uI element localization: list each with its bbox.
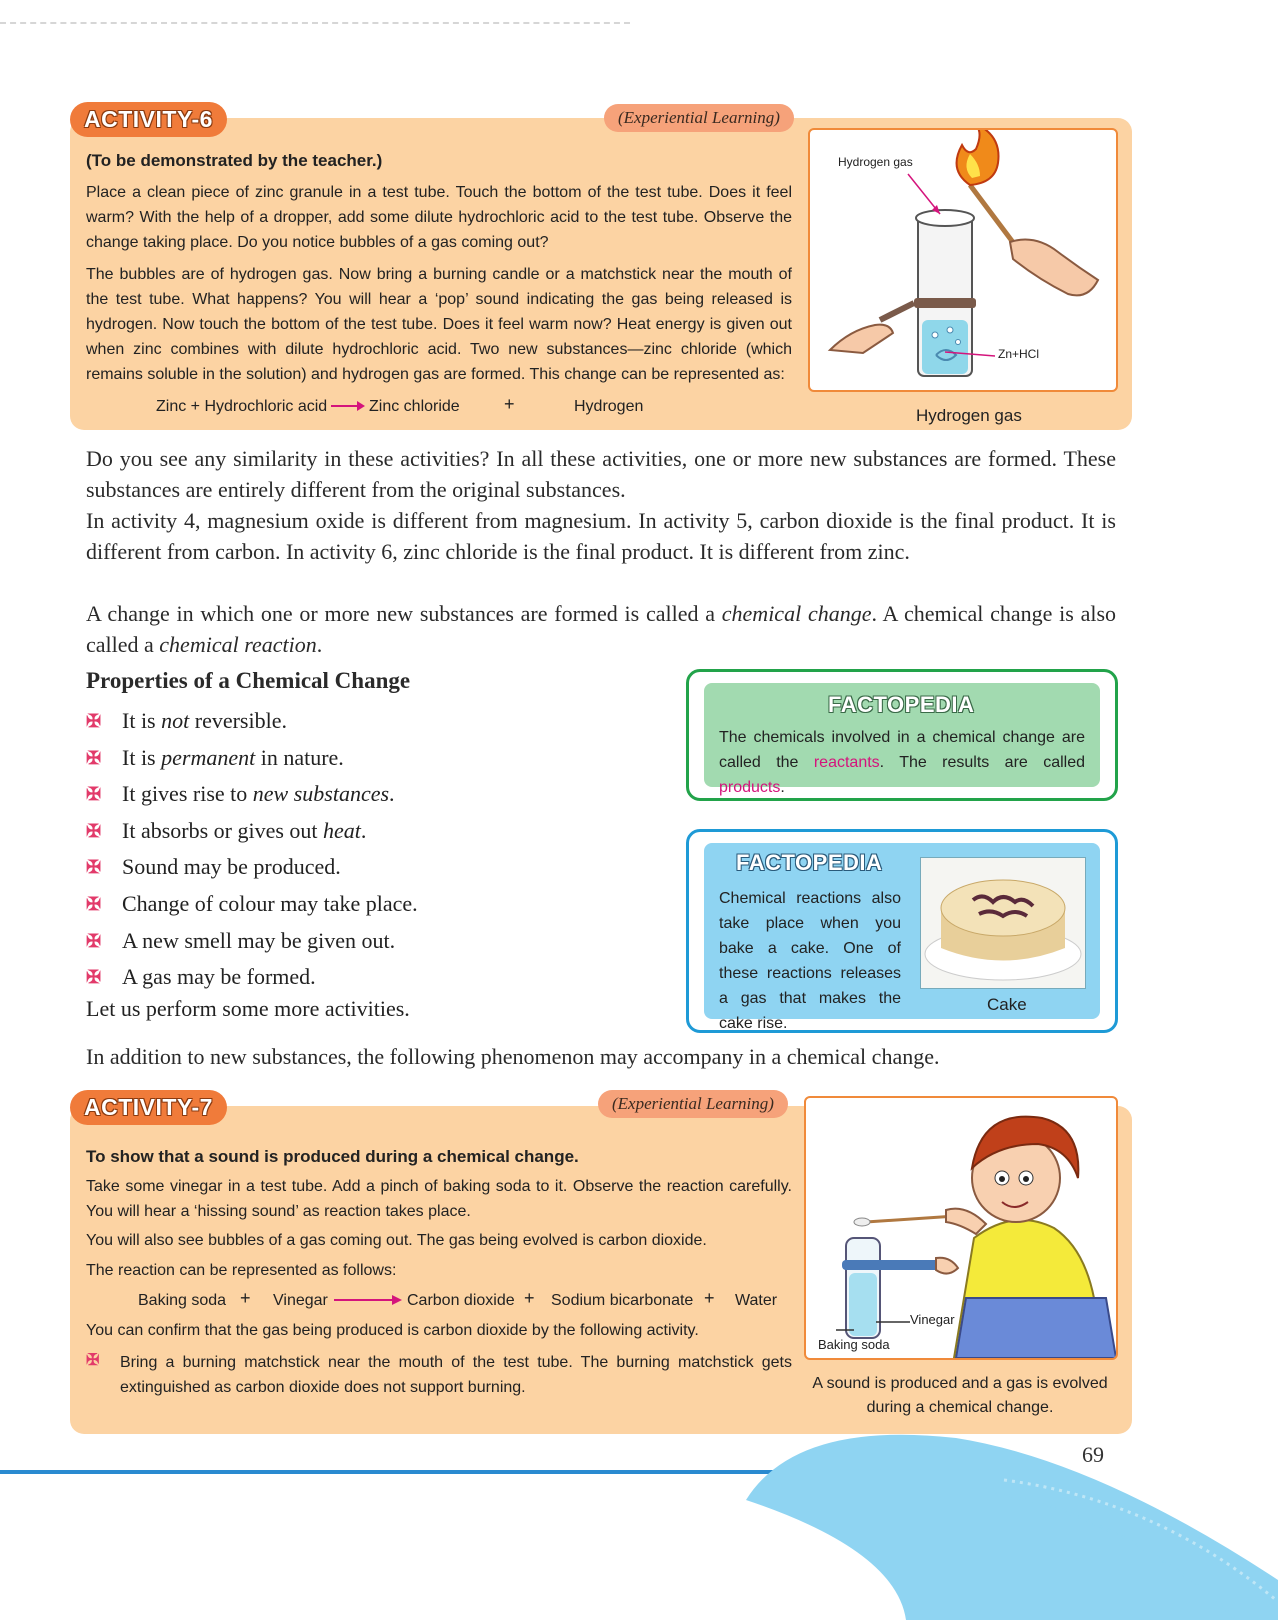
activity-7-bullet-mark: ✠	[86, 1352, 100, 1369]
transition-paragraph: In addition to new substances, the following phenomenon may accompany in a chemical change.	[86, 1044, 940, 1069]
fact1-text-c: .	[780, 779, 785, 796]
properties-list	[86, 703, 646, 996]
property-emphasis: heat	[323, 817, 361, 843]
hydrogen-figure-caption: Hydrogen gas	[916, 406, 1022, 425]
property-text: It gives rise to	[122, 781, 253, 807]
bullet-cross-icon: ✠	[86, 784, 102, 805]
property-item	[86, 849, 646, 886]
p3-text-c: .	[316, 632, 323, 657]
property-text-end: .	[389, 781, 395, 807]
activity-6-eq-plus: +	[504, 394, 515, 414]
property-text: A new smell may be given out.	[122, 927, 396, 953]
properties-closing: Let us perform some more activities.	[86, 996, 410, 1021]
bullet-cross-icon: ✠	[86, 820, 102, 841]
activity-7-eq-plus1: +	[240, 1288, 251, 1308]
bullet-cross-icon: ✠	[86, 930, 102, 951]
activity-6-tab: ACTIVITY-6	[70, 102, 227, 137]
bullet-cross-icon: ✠	[86, 857, 102, 878]
bottom-blue-rule	[0, 1470, 786, 1474]
p3-text-b: . A chemical change is also called a	[86, 601, 1117, 657]
bullet-cross-icon: ✠	[86, 747, 102, 768]
page-number: 69	[1082, 1442, 1104, 1467]
activity-7-bullet-text: Bring a burning matchstick near the mouth of the test tube. The burning matchstick gets extinguished as carbon dioxide does not support burning.	[120, 1354, 792, 1396]
property-text: It is	[122, 708, 162, 733]
activity-6-eq-product2: Hydrogen	[574, 398, 644, 415]
activity-7-para1: Take some vinegar in a test tube. Add a pinch of baking soda to it. Observe the reaction carefully. You will hear a ‘hissing sound’ as reaction takes place.	[86, 1178, 792, 1220]
property-emphasis: permanent	[161, 744, 256, 770]
property-item	[86, 776, 646, 813]
activity-6-eq-left: Zinc + Hydrochloric acid	[156, 398, 328, 415]
property-item	[86, 886, 646, 923]
factopedia-2-text: Chemical reactions also take place when you bake a cake. One of these reactions releases a gas that makes the cake rise.	[719, 890, 901, 1032]
activity-7-heading: To show that a sound is produced during a chemical change.	[86, 1147, 579, 1166]
activity-7-para2: You will also see bubbles of a gas coming out. The gas being evolved is carbon dioxide.	[86, 1232, 707, 1249]
activity-7-eq-plus2: +	[524, 1288, 535, 1308]
baking-soda-label: Baking soda	[818, 1337, 890, 1352]
hydrogen-gas-label: Hydrogen gas	[838, 155, 913, 169]
property-text-end: reversible.	[189, 708, 287, 733]
property-text-end: .	[360, 817, 367, 843]
cake-illustration	[921, 858, 1085, 988]
corner-decoration	[736, 1430, 1278, 1620]
property-text: Change of colour may take place.	[122, 890, 418, 916]
property-item	[86, 703, 646, 740]
property-item	[86, 959, 646, 996]
fact1-text-b: . The results are called	[879, 754, 1086, 771]
bullet-cross-icon: ✠	[86, 711, 102, 731]
property-text: Sound may be produced.	[122, 854, 341, 880]
activity-7-eq-plus3: +	[704, 1288, 715, 1308]
activity-6-para1: Place a clean piece of zinc granule in a test tube. Touch the bottom of the test tube. Does it feel warm? With the help of a dropper, add some dilute hydrochloric acid to the test tube. Observe the change taking place. Do you notice bubbles of a gas coming out?	[86, 184, 792, 251]
activity-6-para2: The bubbles are of hydrogen gas. Now bring a burning candle or a matchstick near the mouth of the test tube. What happens? You will hear a ‘pop’ sound indicating the gas being released is hydrogen. Now touch the bottom of the test tube. Does it feel warm now? Heat energy is given out when zinc combines with dilute hydrochloric acid. Two new substances—zinc chloride (which remains soluble in the solution) and hydrogen gas are formed. This change can be represented as:	[86, 266, 792, 383]
activity-6-eq-product1: Zinc chloride	[369, 398, 460, 415]
activity-7-eq-p1: Carbon dioxide	[407, 1292, 515, 1309]
vinegar-figure-frame	[804, 1096, 1118, 1360]
property-emphasis: new substances	[252, 781, 390, 807]
property-item	[86, 813, 646, 850]
top-dashed-rule	[0, 22, 630, 24]
activity-7-eq-p2: Sodium bicarbonate	[551, 1292, 694, 1309]
factopedia-2-title: FACTOPEDIA	[736, 850, 883, 875]
activity-7-eq-p3: Water	[735, 1292, 778, 1309]
main-paragraph-2: In activity 4, magnesium oxide is different from magnesium. In activity 5, carbon dioxide is the final product. It is different from carbon. In activity 6, zinc chloride is the final product. It is different from zinc.	[86, 508, 1116, 564]
arrow-right-icon	[331, 398, 365, 414]
p3-text-a: A change in which one or more new substances are formed is called a	[86, 601, 722, 626]
property-text: It is	[122, 744, 162, 770]
activity-7-tag: (Experiential Learning)	[598, 1090, 788, 1118]
property-text-end: in nature.	[255, 744, 344, 770]
p3-term-chemical-change: chemical change	[721, 601, 872, 626]
property-emphasis: not	[161, 708, 190, 733]
fact1-text-a: The chemicals involved in a chemical change are called the	[719, 729, 1085, 771]
arrow-right-icon	[334, 1292, 402, 1308]
girl-experiment-illustration	[806, 1098, 1116, 1358]
activity-7-para4: You can confirm that the gas being produced is carbon dioxide by the following activity.	[86, 1322, 699, 1339]
cake-caption: Cake	[987, 995, 1027, 1014]
property-item	[86, 923, 646, 960]
property-text: It absorbs or gives out	[122, 817, 324, 843]
activity-7-eq-r1: Baking soda	[138, 1292, 227, 1309]
bullet-cross-icon: ✠	[86, 893, 102, 914]
vinegar-label: Vinegar	[910, 1312, 955, 1327]
activity-7-tab: ACTIVITY-7	[70, 1090, 227, 1125]
cake-photo-frame	[920, 857, 1086, 989]
properties-heading: Properties of a Chemical Change	[86, 668, 411, 693]
activity-7-eq-r2: Vinegar	[273, 1292, 328, 1309]
factopedia-1-text	[719, 725, 1085, 800]
activity-6-tag: (Experiential Learning)	[604, 104, 794, 132]
main-paragraph-3	[86, 598, 1116, 660]
zn-hcl-label: Zn+HCl	[998, 347, 1040, 361]
fact1-term-reactants: reactants	[813, 754, 880, 771]
property-item	[86, 740, 646, 777]
vinegar-figure-caption: A sound is produced and a gas is evolved during a chemical change.	[812, 1375, 1108, 1416]
fact1-term-products: products	[719, 779, 781, 796]
activity-6-heading: (To be demonstrated by the teacher.)	[86, 151, 383, 170]
property-text: A gas may be formed.	[122, 964, 316, 990]
bullet-cross-icon: ✠	[86, 967, 102, 988]
activity-7-para3: The reaction can be represented as follows:	[86, 1262, 397, 1279]
main-paragraph-1: Do you see any similarity in these activities? In all these activities, one or more new substances are formed. These substances are entirely different from the original substances.	[86, 446, 1116, 502]
p3-term-chemical-reaction: chemical reaction	[159, 632, 317, 657]
factopedia-1-title: FACTOPEDIA	[828, 692, 975, 717]
